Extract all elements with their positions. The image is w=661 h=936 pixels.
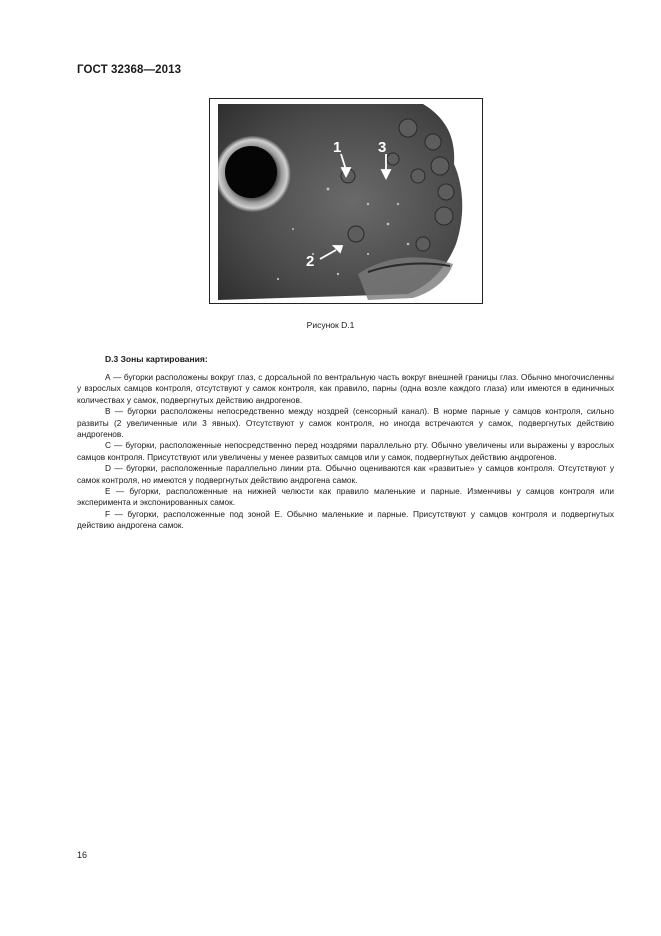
paragraph-zone-a: А — бугорки расположены вокруг глаз, с дорсальной по вентральную часть вокруг внешней границы глаз. Обычно многочисленны у взрослых самцов контроля, отсутствуют у самок контроля, как правило, парны (одна возле каждого глаза) или имеются в единичных количествах у самок, подвергнутых действию андрогенов. — [77, 372, 614, 405]
paragraph-zone-d: D — бугорки, расположенные параллельно линии рта. Обычно оцениваются как «развитые» у самцов контроля. Отсутствуют у самок контроля, но имеются у подвергнутых действию андрогена самок. — [77, 463, 614, 485]
section-body — [77, 372, 614, 532]
document-header: ГОСТ 32368—2013 — [77, 64, 182, 76]
fish-head-photo — [218, 104, 474, 300]
section-title: D.3 Зоны картирования: — [105, 354, 208, 364]
figure-label-3: 3 — [378, 139, 387, 156]
paragraph-zone-b: В — бугорки расположены непосредственно между ноздрей (сенсорный канал). В норме парные у самцов контроля, сильно развиты (2 увеличенные или 3 явных). Отсутствуют у самок контроля, но иногда встречаются у самок, подвергнутых действию андрогенов. — [77, 406, 614, 440]
paragraph-zone-f: F — бугорки, расположенные под зоной Е. Обычно маленькие и парные. Присутствуют у самцов контроля и подвергнутых действию андрогена самок. — [77, 508, 614, 531]
figure-caption: Рисунок D.1 — [306, 320, 355, 330]
figure-label-1: 1 — [333, 139, 342, 156]
paragraph-zone-e: Е — бугорки, расположенные на нижней челюсти как правило маленькие и парные. Изменчивы у самцов контроля или эксперимента и экспонированных самок. — [77, 486, 614, 508]
page-number: 16 — [77, 850, 88, 860]
figure-fish-head-photo — [209, 98, 483, 304]
paragraph-zone-c: С — бугорки, расположенные непосредственно перед ноздрями параллельно рту. Обычно увеличены или выражены у взрослых самцов контроля. Присутствуют или увеличены у менее развитых самцов или у самок, подвергнутых действию андрогенов. — [77, 440, 614, 462]
figure-label-2: 2 — [306, 253, 315, 270]
